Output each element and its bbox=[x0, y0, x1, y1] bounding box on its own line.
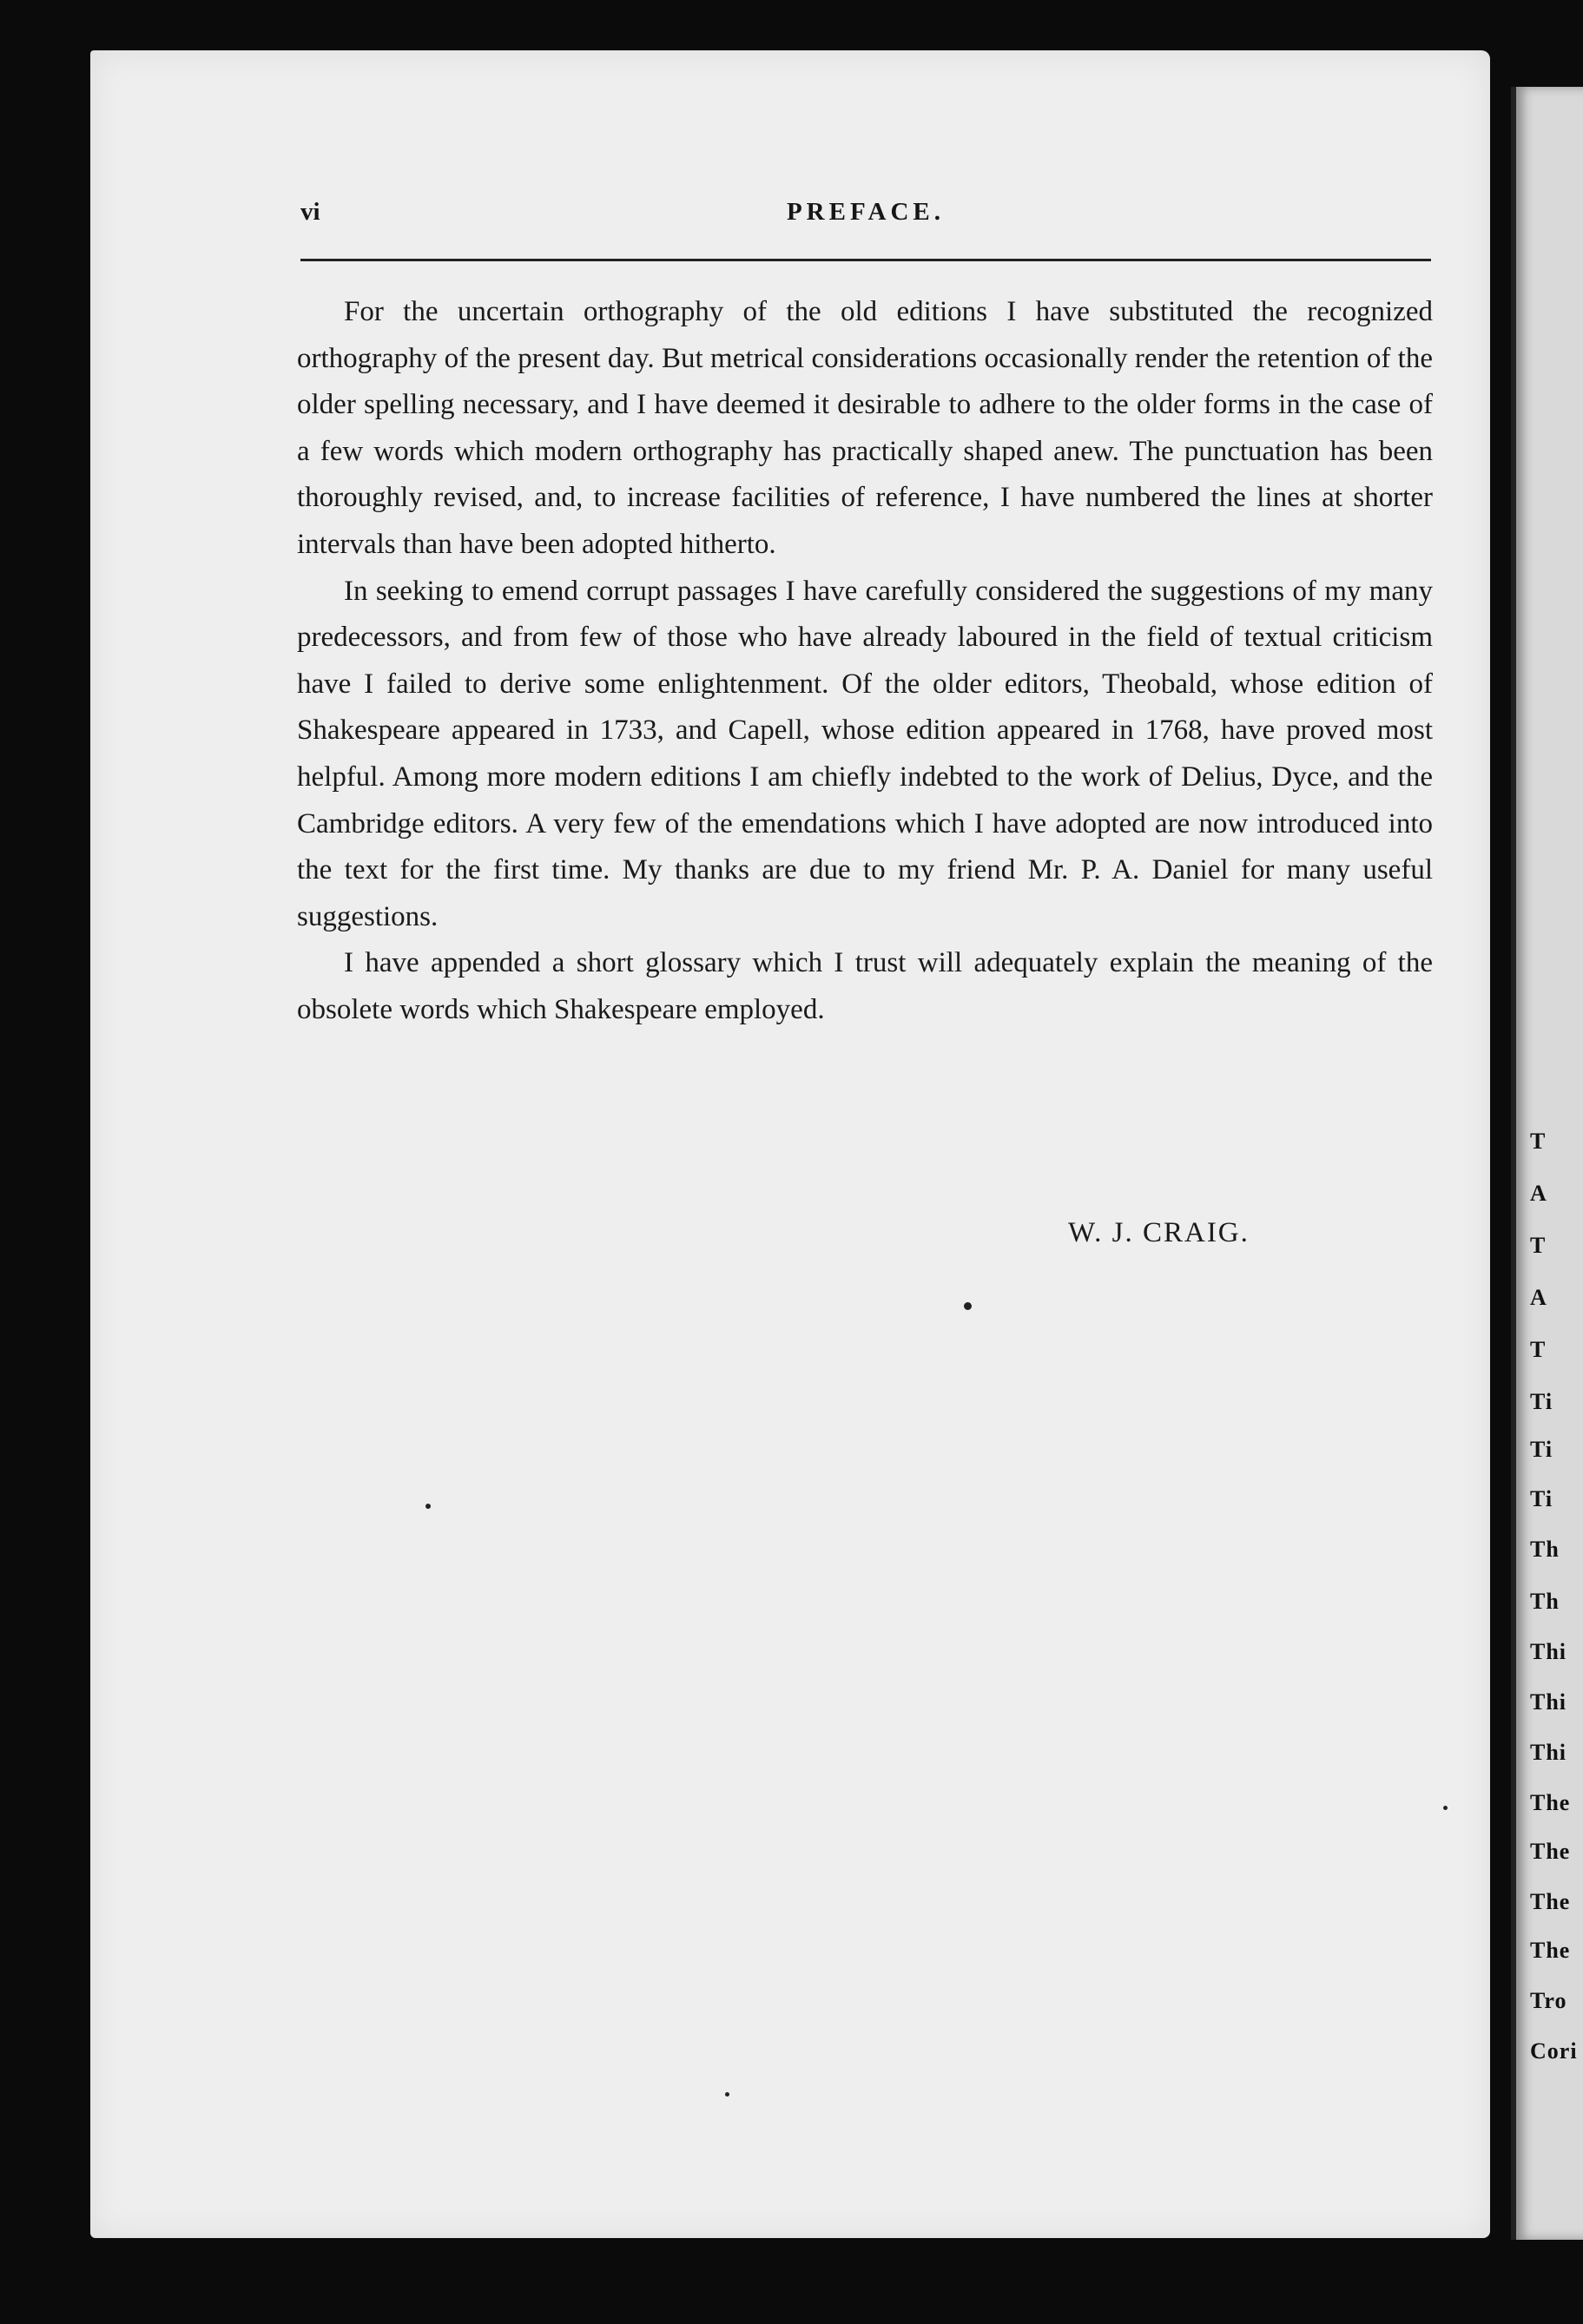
adjacent-page-fragment: Ti bbox=[1530, 1486, 1553, 1511]
adjacent-page-fragment: A bbox=[1530, 1285, 1547, 1310]
adjacent-page-fragment: A bbox=[1530, 1181, 1547, 1206]
header-rule bbox=[300, 259, 1431, 261]
adjacent-page-fragment: T bbox=[1530, 1337, 1547, 1362]
scan-speck bbox=[1443, 1806, 1448, 1810]
adjacent-page-fragment: The bbox=[1530, 1839, 1571, 1864]
adjacent-page-fragment: Tro bbox=[1530, 1988, 1567, 2013]
scan-speck bbox=[425, 1504, 431, 1509]
page-title: PREFACE. bbox=[786, 198, 946, 226]
adjacent-page-fragment: T bbox=[1530, 1129, 1547, 1154]
paragraph: I have appended a short glossary which I trust will adequately explain the meaning of the obsolete words which Shakespeare employed. bbox=[297, 947, 1433, 1025]
adjacent-page-fragment: Ti bbox=[1530, 1389, 1553, 1414]
preface-text bbox=[297, 289, 1433, 1034]
scan-speck bbox=[725, 2092, 729, 2097]
paragraph: For the uncertain orthography of the old editions I have substituted the recognized orthography of the present day. But metrical considerations occasionally render the retention of the older spelling necessary, and I have deemed it desirable to adhere to the older forms in the case of a few words which modern orthography has practically shaped anew. The punctuation has been thoroughly revised, and, to increase facilities of reference, I have numbered the lines at shorter intervals than have been adopted hitherto. bbox=[297, 296, 1433, 560]
adjacent-page-fragment: T bbox=[1530, 1233, 1547, 1258]
adjacent-page-fragment: Thi bbox=[1530, 1689, 1567, 1715]
page-number: vi bbox=[300, 198, 320, 226]
author-signature: W. J. CRAIG. bbox=[1068, 1217, 1250, 1248]
adjacent-page bbox=[1511, 87, 1583, 2240]
adjacent-page-fragment: Th bbox=[1530, 1537, 1560, 1562]
adjacent-page-fragment: Thi bbox=[1530, 1639, 1567, 1664]
adjacent-page-fragment: Thi bbox=[1530, 1740, 1567, 1765]
running-header bbox=[300, 193, 1431, 233]
adjacent-page-fragment: Ti bbox=[1530, 1437, 1553, 1462]
paragraph: In seeking to emend corrupt passages I have carefully considered the suggestions of my many predecessors, and from few of those who have already laboured in the field of textual criticism have I failed to derive some enlightenment. Of the older editors, Theobald, whose edition of Shakespeare appeared in 1733, and Capell, whose edition appeared in 1768, have proved most helpful. Among more modern editions I am chiefly indebted to the work of Delius, Dyce, and the Cambridge editors. A very few of the emendations which I have adopted are now introduced into the text for the first time. My thanks are due to my friend Mr. P. A. Daniel for many useful suggestions. bbox=[297, 575, 1433, 932]
adjacent-page-fragment: Cori bbox=[1530, 2038, 1578, 2064]
adjacent-page-fragment: The bbox=[1530, 1889, 1571, 1914]
adjacent-page-fragment: The bbox=[1530, 1790, 1571, 1815]
scan-speck bbox=[964, 1302, 972, 1310]
adjacent-page-fragment: Th bbox=[1530, 1589, 1560, 1614]
adjacent-page-fragment: The bbox=[1530, 1938, 1571, 1963]
